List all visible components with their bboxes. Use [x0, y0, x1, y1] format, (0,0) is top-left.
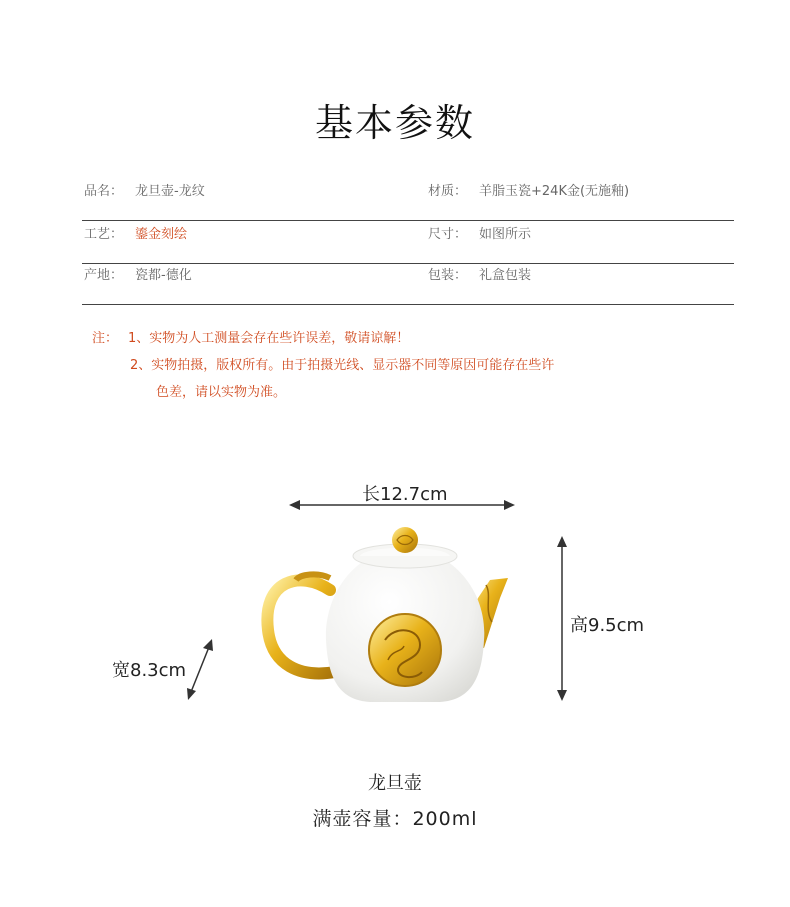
param-label: 包装： [428, 268, 468, 283]
teapot-image [267, 527, 508, 702]
height-label: 高9.5cm [570, 615, 645, 636]
param-label: 工艺： [84, 227, 124, 242]
param-label: 产地： [84, 268, 124, 283]
note-line-2: 2、实物拍摄，版权所有。由于拍摄光线、显示器不同等原因可能存在些许 [130, 358, 555, 373]
param-value: 瓷都-德化 [135, 268, 192, 283]
notes-prefix: 注： [92, 331, 119, 346]
height-arrow [557, 536, 567, 701]
param-value: 鎏金刻绘 [135, 227, 188, 242]
width-label: 宽8.3cm [112, 660, 187, 681]
param-value: 如图所示 [479, 227, 532, 242]
param-label: 材质： [428, 184, 468, 199]
length-label: 长12.7cm [362, 484, 448, 505]
width-arrow [187, 639, 213, 700]
param-value: 礼盒包装 [479, 268, 532, 283]
product-capacity: 满壶容量：200ml [312, 808, 478, 830]
product-name: 龙旦壶 [368, 773, 422, 794]
note-line-3: 色差，请以实物为准。 [156, 385, 287, 400]
note-line-1: 1、实物为人工测量会存在些许误差，敬请谅解！ [128, 331, 410, 346]
param-value: 龙旦壶-龙纹 [135, 184, 205, 199]
page-title: 基本参数 [314, 101, 475, 145]
param-label: 尺寸： [428, 227, 468, 242]
param-value: 羊脂玉瓷+24K金(无施釉) [479, 184, 630, 199]
param-label: 品名： [84, 184, 124, 199]
